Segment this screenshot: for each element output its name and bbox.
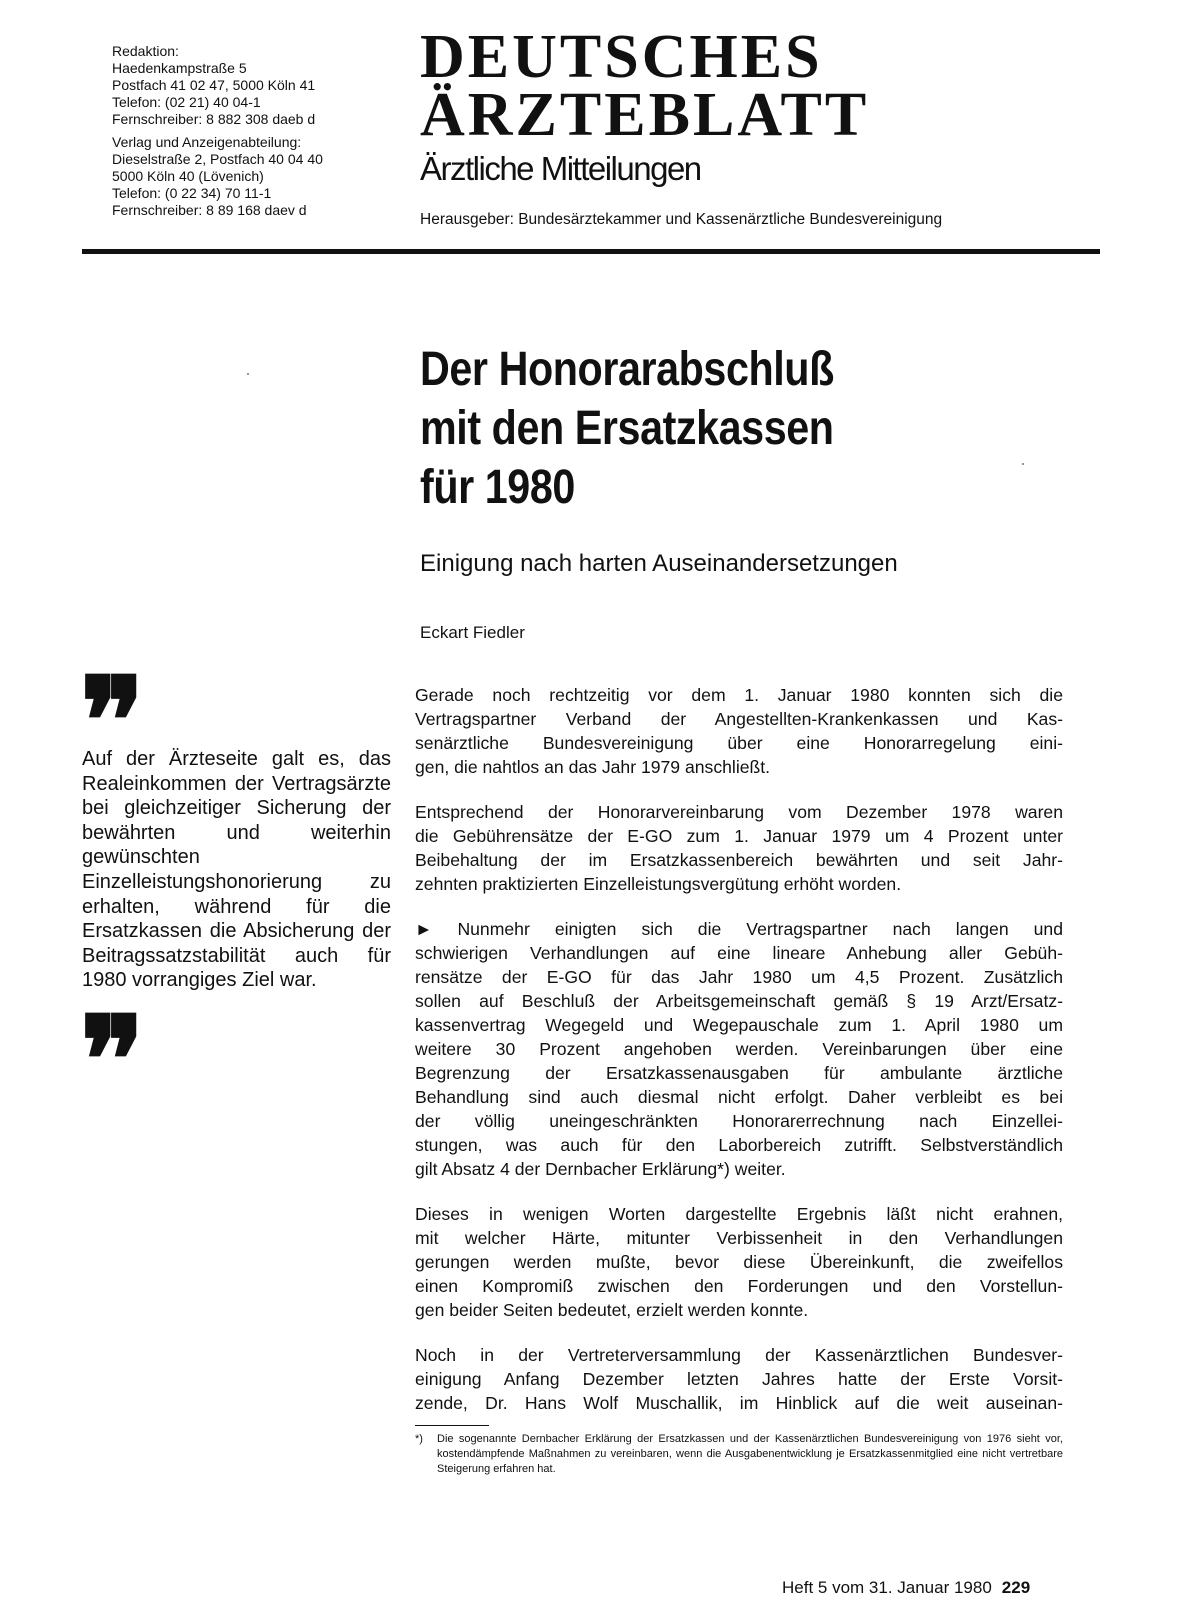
headline-line: Der Honorarabschluß bbox=[420, 343, 834, 396]
text-line: senärztliche Bundesvereinigung über eine Honorarregelung eini- bbox=[415, 733, 1063, 753]
text-line: mit welcher Härte, mitunter Verbissenheit in den Verhandlungen bbox=[415, 1228, 1063, 1248]
body-paragraph bbox=[415, 1202, 1063, 1322]
text-line: gen, die nahtlos an das Jahr 1979 anschließt. bbox=[415, 757, 771, 777]
quote-close-icon: ❞ bbox=[80, 995, 145, 1128]
text-line: Entsprechend der Honorarvereinbarung vom Dezember 1978 waren bbox=[415, 802, 1063, 822]
text-line: einigung Anfang Dezember letzten Jahres hatte der Erste Vorsit- bbox=[415, 1369, 1063, 1389]
text-line: Vertragspartner Verband der Angestellten-Krankenkassen und Kas- bbox=[415, 709, 1063, 729]
contact-line: Fernschreiber: 8 89 168 daev d bbox=[112, 202, 307, 218]
text-line: Begrenzung der Ersatzkassenausgaben für ambulante ärztliche bbox=[415, 1063, 1063, 1083]
page-number: 229 bbox=[1001, 1578, 1031, 1597]
contact-line: Fernschreiber: 8 882 308 daeb d bbox=[112, 111, 316, 127]
body-paragraph bbox=[415, 800, 1063, 896]
masthead-contact-block bbox=[112, 43, 382, 219]
headline-line: mit den Ersatzkassen bbox=[420, 402, 834, 455]
footnote-rule bbox=[415, 1425, 489, 1426]
text-line: weitere 30 Prozent angehoben werden. Vereinbarungen über eine bbox=[415, 1039, 1063, 1059]
text-line: Beibehaltung der im Ersatzkassenbereich bewährten und seit Jahr- bbox=[415, 850, 1063, 870]
pull-quote: Auf der Ärzteseite galt es, das Realeinkommen der Vertragsärzte bei gleichzeitiger Sicherung der bewährten und weiterhin gewünschten Einzelleistungshonorierung zu erhalten, während für die Ersatzkassen die Absicherung der Beitragssatzstabilität auch für 1980 vorrangiges Ziel war. bbox=[82, 748, 391, 992]
text-line: zehnten praktizierten Einzelleistungsvergütung erhöht worden. bbox=[415, 874, 902, 894]
contact-line: Dieselstraße 2, Postfach 40 04 40 bbox=[112, 151, 323, 167]
text-line: schwierigen Verhandlungen auf eine lineare Anhebung aller Gebüh- bbox=[415, 943, 1063, 963]
contact-line: Telefon: (02 21) 40 04-1 bbox=[112, 94, 261, 110]
contact-line: Haedenkampstraße 5 bbox=[112, 60, 247, 76]
footnote-text: Die sogenannte Dernbacher Erklärung der Ersatzkassen und der Kassenärztlichen Bundesvereinigung von 1976 sieht vor, kostendämpfende Maßnahmen zu vereinbaren, wenn die Ausgabenentwicklung je Ersatzkassenmitglied eine nicht vertretbare Steigerung erfahren hat. bbox=[437, 1433, 1063, 1475]
text-line: rensätze der E-GO für das Jahr 1980 um 4,5 Prozent. Zusätzlich bbox=[415, 967, 1063, 987]
contact-line: Telefon: (0 22 34) 70 11-1 bbox=[112, 185, 272, 201]
scan-speck bbox=[247, 373, 249, 375]
text-line: gilt Absatz 4 der Dernbacher Erklärung*) weiter. bbox=[415, 1159, 786, 1179]
text-line: ► Nunmehr einigten sich die Vertragspartner nach langen und bbox=[415, 919, 1063, 939]
body-paragraph bbox=[415, 917, 1063, 1181]
contact-line: Verlag und Anzeigenabteilung: bbox=[112, 134, 302, 150]
text-line: gerungen werden mußte, bevor diese Übereinkunft, die zweifellos bbox=[415, 1252, 1063, 1272]
footnote-mark: *) bbox=[415, 1433, 423, 1445]
body-paragraph bbox=[415, 683, 1063, 779]
text-line: zende, Dr. Hans Wolf Muschallik, im Hinblick auf die weit auseinan- bbox=[415, 1393, 1063, 1413]
text-line: kassenvertrag Wegegeld und Wegepauschale zum 1. April 1980 um bbox=[415, 1015, 1063, 1035]
article-author: Eckart Fiedler bbox=[420, 623, 525, 642]
contact-line: Postfach 41 02 47, 5000 Köln 41 bbox=[112, 77, 316, 93]
scan-speck bbox=[1022, 463, 1024, 465]
footnote bbox=[415, 1432, 1063, 1477]
contact-line: Redaktion: bbox=[112, 43, 179, 59]
text-line: stungen, was auch für den Laborbereich zutrifft. Selbstverständlich bbox=[415, 1135, 1063, 1155]
article-subtitle: Einigung nach harten Auseinandersetzungen bbox=[420, 550, 898, 577]
magazine-subtitle: Ärztliche Mitteilungen bbox=[420, 150, 701, 187]
text-line: Gerade noch rechtzeitig vor dem 1. Januar 1980 konnten sich die bbox=[415, 685, 1063, 705]
masthead-rule bbox=[82, 249, 1100, 254]
text-line: gen beider Seiten bedeutet, erzielt werden konnte. bbox=[415, 1300, 809, 1320]
contact-line: 5000 Köln 40 (Lövenich) bbox=[112, 168, 264, 184]
publisher-line: Herausgeber: Bundesärztekammer und Kassenärztliche Bundesvereinigung bbox=[420, 211, 943, 228]
page-footer bbox=[782, 1578, 1030, 1598]
text-line: Noch in der Vertreterversammlung der Kassenärztlichen Bundesver- bbox=[415, 1345, 1063, 1365]
text-line: der völlig uneingeschränkten Honorarerrechnung nach Einzellei- bbox=[415, 1111, 1063, 1131]
text-line: Behandlung sind auch diesmal nicht erfolgt. Daher verbleibt es bei bbox=[415, 1087, 1063, 1107]
article-headline bbox=[420, 340, 970, 517]
quote-open-icon: ❞ bbox=[80, 656, 145, 789]
text-line: Dieses in wenigen Worten dargestellte Ergebnis läßt nicht erahnen, bbox=[415, 1204, 1063, 1224]
magazine-title-line1: DEUTSCHES bbox=[420, 23, 823, 91]
headline-line: für 1980 bbox=[420, 461, 575, 514]
text-line: die Gebührensätze der E-GO zum 1. Januar 1979 um 4 Prozent unter bbox=[415, 826, 1063, 846]
body-paragraph bbox=[415, 1343, 1063, 1415]
issue-info: Heft 5 vom 31. Januar 1980 bbox=[782, 1578, 992, 1597]
article-body bbox=[415, 683, 1063, 1436]
text-line: einen Kompromiß zwischen den Forderungen und den Vorstellun- bbox=[415, 1276, 1063, 1296]
magazine-title bbox=[420, 23, 1120, 188]
magazine-title-line2: ÄRZTEBLATT bbox=[420, 81, 870, 149]
text-line: sollen auf Beschluß der Arbeitsgemeinschaft gemäß § 19 Arzt/Ersatz- bbox=[415, 991, 1063, 1011]
